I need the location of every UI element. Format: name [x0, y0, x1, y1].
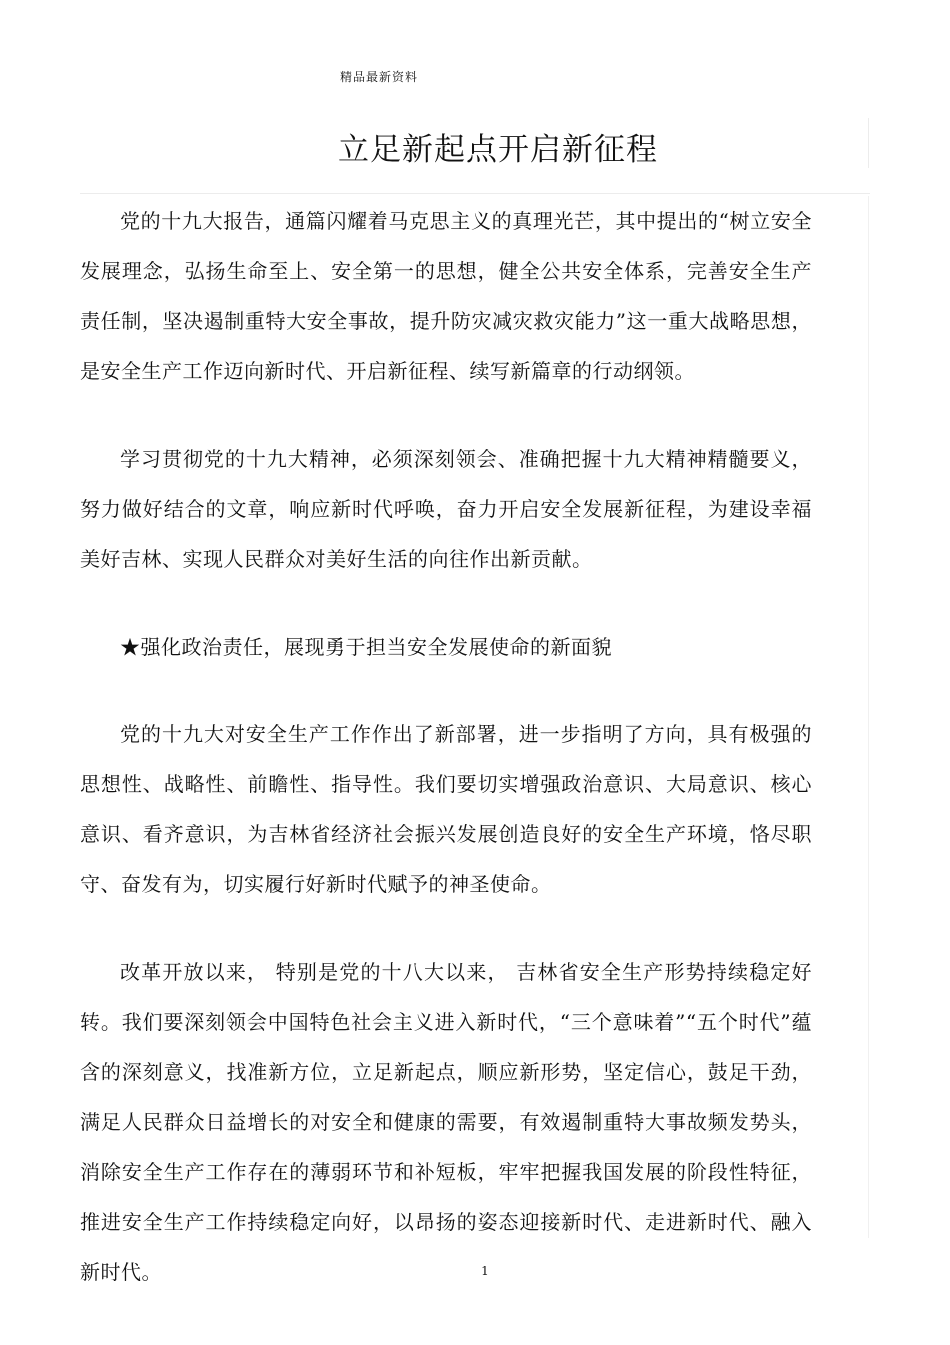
- divider-vertical-body: [868, 196, 869, 1238]
- paragraph-4: 改革开放以来， 特别是党的十八大以来， 吉林省安全生产形势持续稳定好转。我们要深刻领会中国特色社会主义进入新时代，“三个意味着”“五个时代”蕴含的深刻意义，找准新方位，立足新起点，顺应新形势，坚定信心，鼓足干劲，满足人民群众日益增长的对安全和健康的需要，有效遏制重特大事故频发势头，消除安全生产工作存在的薄弱环节和补短板，牢牢把握我国发展的阶段性特征，推进安全生产工作持续稳定向好，以昂扬的姿态迎接新时代、走进新时代、融入新时代。: [80, 960, 812, 1284]
- paragraph-3: 党的十九大对安全生产工作作出了新部署，进一步指明了方向，具有极强的思想性、战略性、前瞻性、指导性。我们要切实增强政治意识、大局意识、核心意识、看齐意识，为吉林省经济社会振兴发展创造良好的安全生产环境，恪尽职守、奋发有为，切实履行好新时代赋予的神圣使命。: [80, 722, 812, 896]
- page-number: 1: [481, 1264, 489, 1278]
- divider-horizontal: [80, 193, 870, 194]
- document-title: 立足新起点开启新征程: [338, 132, 658, 168]
- divider-vertical-top: [868, 118, 869, 168]
- document-body: [80, 196, 812, 1297]
- paragraph-1: 党的十九大报告，通篇闪耀着马克思主义的真理光芒，其中提出的“树立安全发展理念，弘扬生命至上、安全第一的思想，健全公共安全体系，完善安全生产责任制，坚决遏制重特大安全事故，提升防灾减灾救灾能力”这一重大战略思想，是安全生产工作迈向新时代、开启新征程、续写新篇章的行动纲领。: [80, 209, 812, 383]
- paragraph-2: 学习贯彻党的十九大精神，必须深刻领会、准确把握十九大精神精髓要义，努力做好结合的文章，响应新时代呼唤，奋力开启安全发展新征程，为建设幸福美好吉林、实现人民群众对美好生活的向往作出新贡献。: [80, 447, 812, 571]
- section-heading: ★强化政治责任，展现勇于担当安全发展使命的新面貌: [120, 635, 612, 659]
- header-note: 精品最新资料: [340, 70, 419, 84]
